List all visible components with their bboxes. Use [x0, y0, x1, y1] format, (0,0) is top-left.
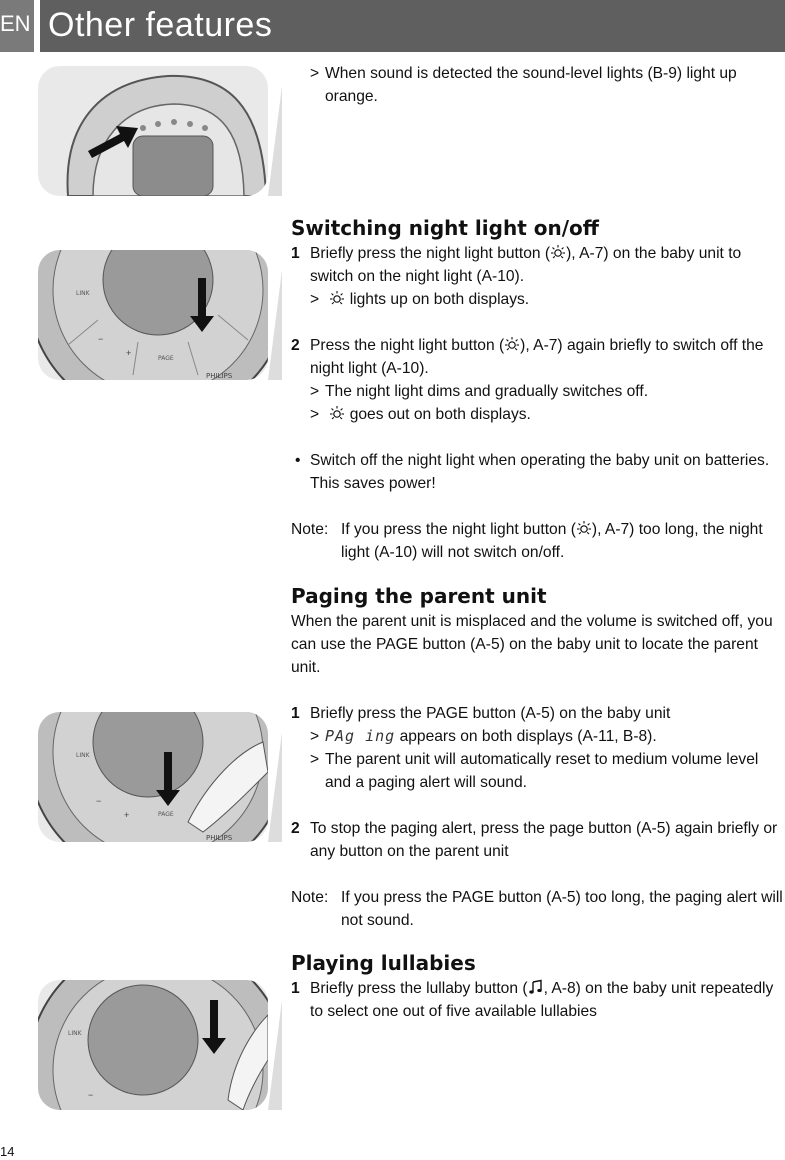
result-text: The night light dims and gradually switches off.	[325, 383, 649, 400]
illustration-corner-mark	[268, 270, 282, 380]
paging-section	[291, 582, 783, 932]
lullabies-step-1	[291, 977, 783, 1023]
baby-unit-night-light-illustration	[38, 250, 268, 380]
paging-step-1-result-1	[291, 725, 783, 748]
link-label: LINK	[68, 1030, 82, 1037]
intro-result	[291, 62, 783, 108]
night-light-step-1-result	[291, 288, 783, 311]
note-text: If you press the night light button (	[341, 521, 576, 538]
note-label: Note:	[291, 521, 329, 538]
note-text: If you press the PAGE button (A-5) too long, the paging alert will not sound.	[341, 889, 783, 929]
lullaby-note-icon	[528, 979, 544, 995]
night-light-step-1	[291, 242, 783, 288]
minus-label: −	[96, 796, 102, 806]
lullabies-heading: Playing lullabies	[291, 951, 476, 975]
result-text: lights up on both displays.	[349, 291, 530, 308]
page-number: 14	[0, 1144, 15, 1159]
intro-block	[291, 62, 783, 108]
night-light-step-2-result-2	[291, 403, 783, 426]
step-number: 2	[291, 820, 300, 837]
paging-note	[291, 886, 783, 932]
header-bar	[40, 0, 785, 52]
baby-unit-lullaby-illustration	[38, 980, 268, 1110]
night-light-icon	[504, 336, 520, 352]
tip-text: Switch off the night light when operating the baby unit on batteries. This saves power!	[310, 452, 770, 492]
plus-label: +	[124, 810, 130, 820]
night-light-icon	[329, 405, 345, 421]
night-light-section	[291, 214, 783, 564]
illustration-corner-mark	[268, 1000, 282, 1110]
paging-heading: Paging the parent unit	[291, 584, 547, 608]
step-number: 2	[291, 337, 300, 354]
night-light-heading: Switching night light on/off	[291, 216, 599, 240]
illustration-corner-mark	[268, 86, 282, 196]
paging-lcd-text: PAg ing	[325, 727, 396, 745]
paging-step-1-result-2	[291, 748, 783, 794]
language-tab	[0, 0, 34, 52]
link-label: LINK	[76, 290, 90, 297]
baby-unit-page-illustration	[38, 712, 268, 842]
intro-result-text: When sound is detected the sound-level lights (B-9) light up orange.	[325, 65, 737, 105]
night-light-icon	[329, 290, 345, 306]
night-light-step-2	[291, 334, 783, 380]
step-text: , A-8) on the baby unit repeatedly to select one out of five available lullabies	[310, 980, 774, 1020]
step-number: 1	[291, 980, 300, 997]
note-label: Note:	[291, 889, 329, 906]
paging-intro: When the parent unit is misplaced and the volume is switched off, you can use the PAGE button (A-5) on the baby unit to locate the parent unit.	[291, 613, 773, 676]
brand-label: PHILIPS	[206, 834, 233, 842]
result-marker: >	[310, 728, 320, 745]
language-code: EN	[0, 11, 31, 36]
parent-unit-illustration	[38, 66, 268, 196]
night-light-icon	[576, 520, 592, 536]
step-text: Briefly press the night light button (	[310, 245, 551, 262]
step-text: Briefly press the PAGE button (A-5) on the baby unit	[310, 705, 671, 722]
paging-step-1	[291, 702, 783, 725]
page-title: Other features	[48, 6, 273, 44]
result-text: The parent unit will automatically reset to medium volume level and a paging alert will sound.	[325, 751, 759, 791]
step-text: ), A-7) on the baby unit to switch on the night light (A-10).	[310, 245, 742, 285]
step-number: 1	[291, 245, 300, 262]
page-label: PAGE	[158, 811, 174, 818]
step-text: To stop the paging alert, press the page button (A-5) again briefly or any button on the parent unit	[310, 820, 778, 860]
paging-step-2	[291, 817, 783, 863]
step-text: Briefly press the lullaby button (	[310, 980, 528, 997]
result-marker: >	[310, 383, 320, 400]
result-text: appears on both displays (A-11, B-8).	[399, 728, 657, 745]
brand-label: PHILIPS	[206, 372, 233, 380]
result-text: goes out on both displays.	[349, 406, 531, 423]
minus-label: −	[98, 334, 104, 344]
night-light-note	[291, 518, 783, 564]
plus-label: +	[126, 348, 132, 358]
result-marker: >	[310, 751, 320, 768]
step-text: ), A-7) again briefly to switch off the night light (A-10).	[310, 337, 764, 377]
page-label: PAGE	[158, 355, 174, 362]
bullet-marker: •	[295, 452, 301, 469]
result-marker: >	[310, 65, 320, 82]
night-light-icon	[550, 244, 566, 260]
minus-label: −	[88, 1090, 94, 1100]
step-number: 1	[291, 705, 300, 722]
night-light-tip	[291, 449, 783, 495]
result-marker: >	[310, 291, 320, 308]
illustration-corner-mark	[268, 732, 282, 842]
night-light-step-2-result-1	[291, 380, 783, 403]
lullabies-section	[291, 949, 783, 1023]
result-marker: >	[310, 406, 320, 423]
note-text: ), A-7) too long, the night light (A-10) will not switch on/off.	[341, 521, 763, 561]
step-text: Press the night light button (	[310, 337, 505, 354]
link-label: LINK	[76, 752, 90, 759]
